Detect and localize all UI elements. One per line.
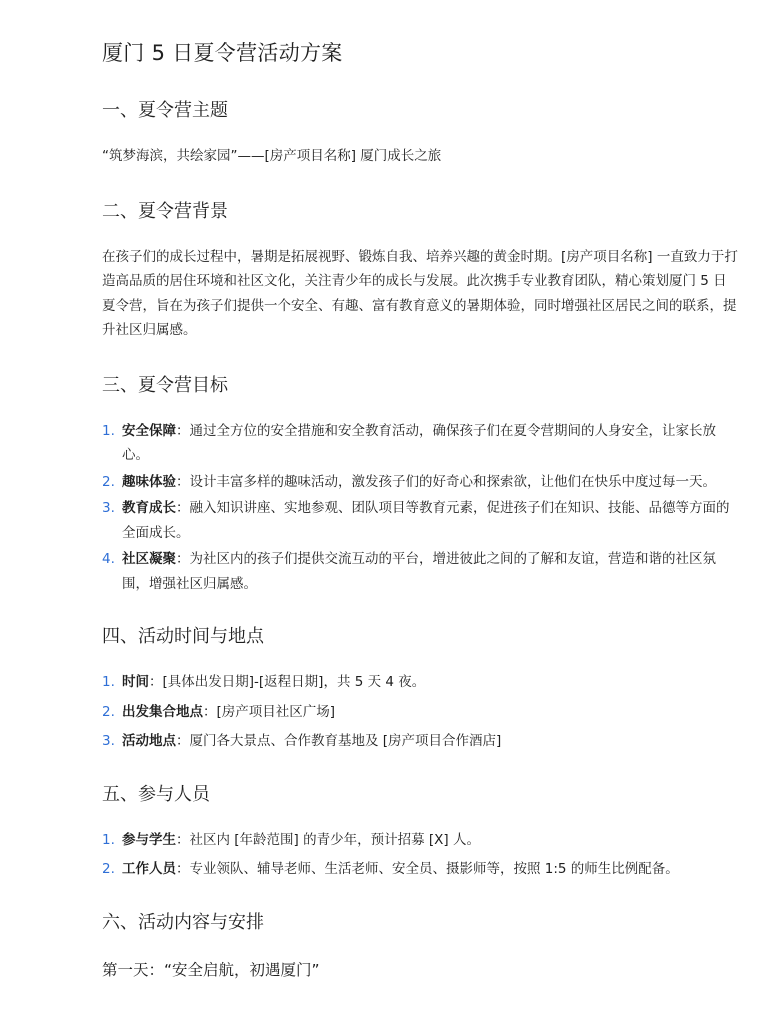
list-item: [102, 700, 740, 725]
list-number: 3.: [102, 733, 115, 749]
section-heading-participants: 五、参与人员: [102, 783, 210, 805]
list-item-text: ：[房产项目社区广场]: [203, 703, 336, 720]
list-number: 2.: [102, 473, 115, 490]
list-item-label: 安全保障: [122, 422, 176, 439]
list-number: 1.: [102, 831, 115, 848]
list-number: 2.: [102, 861, 115, 877]
list-item-label: 教育成长: [122, 500, 176, 516]
day-one-heading: 第一天：“安全启航，初遇厦门”: [102, 960, 320, 979]
list-item-text: ：融入知识讲座、实地参观、团队项目等教育元素，促进孩子们在知识、技能、品德等方面的全面成长。: [122, 500, 730, 541]
list-number: 3.: [102, 500, 115, 516]
list-number: 1.: [102, 674, 115, 690]
list-item-label: 工作人员: [122, 861, 176, 877]
list-item-label: 参与学生: [122, 831, 176, 848]
list-item-text: ：[具体出发日期]-[返程日期]，共 5 天 4 夜。: [149, 674, 426, 690]
time-place-list: [102, 670, 740, 754]
list-item: [102, 857, 740, 882]
list-item: [102, 828, 740, 853]
list-item-text: ：通过全方位的安全措施和安全教育活动，确保孩子们在夏令营期间的人身安全，让家长放心。: [122, 422, 716, 463]
list-item-text: ：专业领队、辅导老师、生活老师、安全员、摄影师等，按照 1:5 的师生比例配备。: [176, 861, 679, 877]
list-item-label: 出发集合地点: [122, 703, 203, 720]
list-item-text: ：社区内 [年龄范围] 的青少年，预计招募 [X] 人。: [176, 831, 480, 848]
section-heading-time-place: 四、活动时间与地点: [102, 626, 264, 647]
list-item-text: ：为社区内的孩子们提供交流互动的平台，增进彼此之间的了解和友谊，营造和谐的社区氛围，增强社区归属感。: [122, 551, 716, 592]
list-item-label: 时间: [122, 674, 149, 690]
list-item: [102, 496, 740, 545]
participants-list: [102, 828, 740, 882]
background-text: 在孩子们的成长过程中，暑期是拓展视野、锻炼自我、培养兴趣的黄金时期。[房产项目名称] 一直致力于打造高品质的居住环境和社区文化，关注青少年的成长与发展。此次携手专业教育团队，精心策划厦门 5 日夏令营，旨在为孩子们提供一个安全、有趣、富有教育意义的暑期体验，同时增强社区居民之间的联系，提升社区归属感。: [102, 248, 738, 338]
list-item-label: 趣味体验: [122, 473, 176, 490]
section-heading-schedule: 六、活动内容与安排: [102, 911, 264, 933]
list-item-label: 活动地点: [122, 733, 176, 749]
list-number: 1.: [102, 422, 115, 439]
section-heading-theme: 一、夏令营主题: [102, 100, 228, 121]
list-item-label: 社区凝聚: [122, 551, 176, 567]
list-item: [102, 470, 740, 495]
list-item: [102, 729, 740, 754]
list-item: [102, 547, 740, 596]
list-number: 2.: [102, 703, 115, 720]
document-title: 厦门 5 日夏令营活动方案: [102, 41, 343, 65]
list-number: 4.: [102, 551, 115, 567]
section-heading-background: 二、夏令营背景: [102, 200, 228, 222]
goals-list: [102, 419, 740, 597]
list-item: [102, 670, 740, 695]
list-item-text: ：设计丰富多样的趣味活动，激发孩子们的好奇心和探索欲，让他们在快乐中度过每一天。: [176, 473, 716, 490]
list-item-text: ：厦门各大景点、合作教育基地及 [房产项目合作酒店]: [176, 733, 502, 749]
list-item: [102, 419, 740, 468]
section-heading-goals: 三、夏令营目标: [102, 374, 228, 396]
theme-text: “筑梦海滨，共绘家园”——[房产项目名称] 厦门成长之旅: [102, 148, 442, 164]
